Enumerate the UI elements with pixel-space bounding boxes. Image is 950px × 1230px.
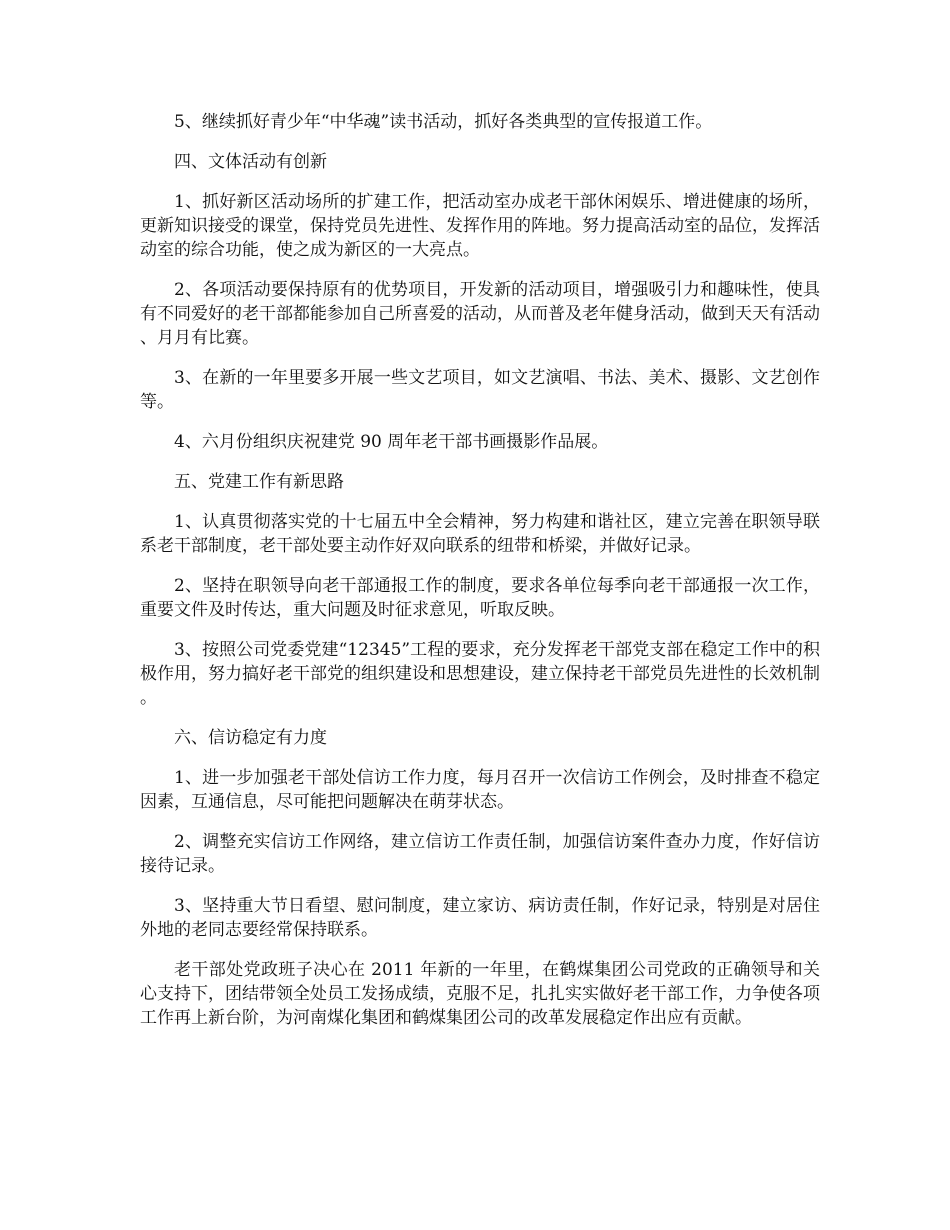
paragraph-activity-projects: 2、各项活动要保持原有的优势项目，开发新的活动项目，增强吸引力和趣味性，使具有不同爱好的老干部都能参加自己所喜爱的活动，从而普及老年健身活动，做到天天有活动、月月有比赛。 [140,280,820,348]
paragraph-reporting-system: 2、坚持在职领导向老干部通报工作的制度，要求各单位每季向老干部通报一次工作，重要文件及时传达，重大问题及时征求意见，听取反映。 [140,576,820,620]
paragraph-holiday-visits: 3、坚持重大节日看望、慰问制度，建立家访、病访责任制，作好记录，特别是对居住外地的老同志要经常保持联系。 [140,896,820,940]
document-body [140,110,820,1046]
section-heading-party-building: 五、党建工作有新思路 [174,472,344,492]
paragraph-item-5-reading-activity: 5、继续抓好青少年“中华魂”读书活动，抓好各类典型的宣传报道工作。 [174,112,713,132]
section-heading-culture-sports: 四、文体活动有创新 [174,152,327,172]
paragraph-12345-project: 3、按照公司党委党建“12345”工程的要求，充分发挥老干部党支部在稳定工作中的积极作用，努力搞好老干部党的组织建设和思想建设，建立保持老干部党员先进性的长效机制。 [140,640,820,708]
paragraph-arts-projects: 3、在新的一年里要多开展一些文艺项目，如文艺演唱、书法、美术、摄影、文艺创作等。 [140,368,820,412]
paragraph-petition-meeting: 1、进一步加强老干部处信访工作力度，每月召开一次信访工作例会，及时排查不稳定因素，互通信息，尽可能把问题解决在萌芽状态。 [140,768,820,812]
paragraph-exhibition: 4、六月份组织庆祝建党 90 周年老干部书画摄影作品展。 [174,432,609,452]
paragraph-activity-venue: 1、抓好新区活动场所的扩建工作，把活动室办成老干部休闲娱乐、增进健康的场所，更新知识接受的课堂，保持党员先进性、发挥作用的阵地。努力提高活动室的品位，发挥活动室的综合功能，使之成为新区的一大亮点。 [140,192,820,260]
paragraph-conclusion: 老干部处党政班子决心在 2011 年新的一年里，在鹤煤集团公司党政的正确领导和关心支持下，团结带领全处员工发扬成绩，克服不足，扎扎实实做好老干部工作，力争使各项工作再上新台阶，为河南煤化集团和鹤煤集团公司的改革发展稳定作出应有贡献。 [140,960,820,1028]
paragraph-petition-network: 2、调整充实信访工作网络，建立信访工作责任制，加强信访案件查办力度，作好信访接待记录。 [140,832,820,876]
section-heading-petition-stability: 六、信访稳定有力度 [174,728,327,748]
paragraph-party-spirit: 1、认真贯彻落实党的十七届五中全会精神，努力构建和谐社区，建立完善在职领导联系老干部制度，老干部处要主动作好双向联系的纽带和桥梁，并做好记录。 [140,512,820,556]
